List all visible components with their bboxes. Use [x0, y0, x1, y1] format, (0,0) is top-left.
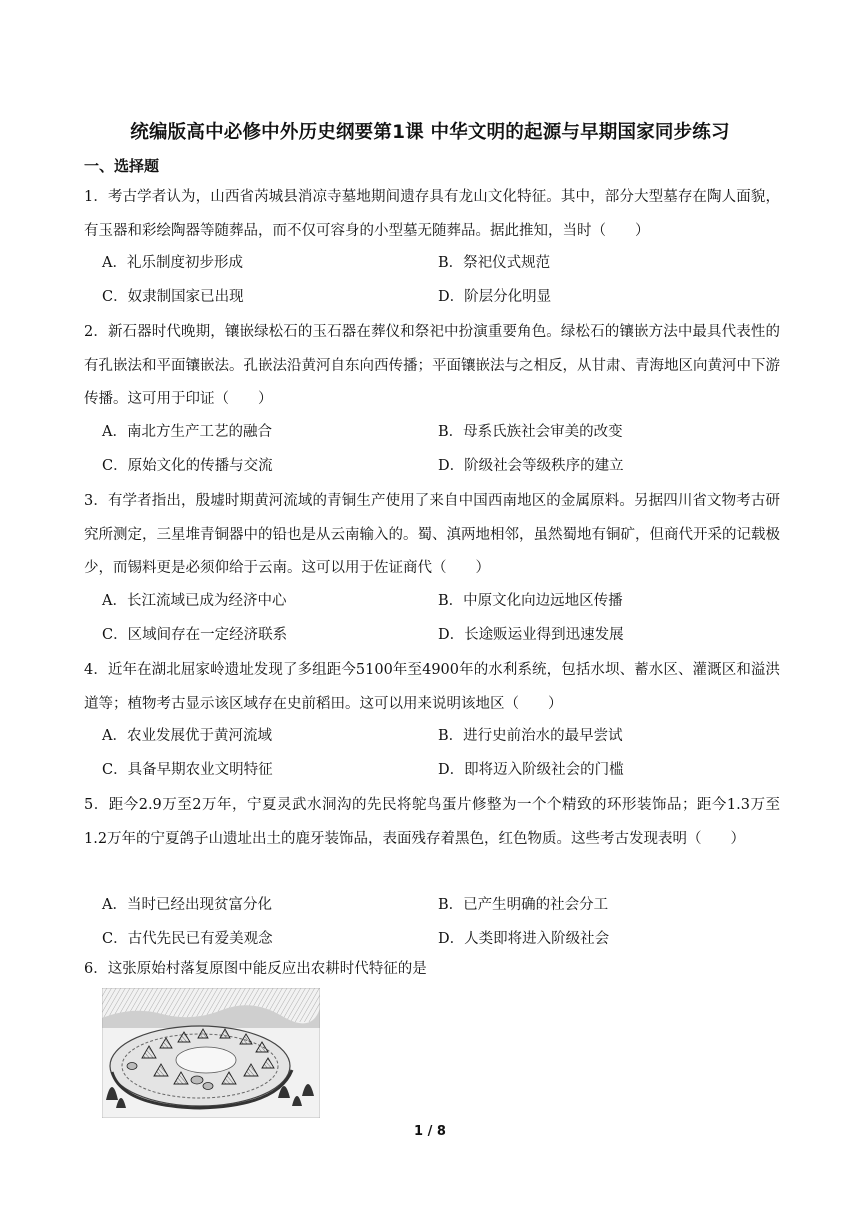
section-heading: 一、选择题: [84, 157, 160, 175]
question-stem: 2．新石器时代晚期，镶嵌绿松石的玉石器在葬仪和祭祀中扮演重要角色。绿松石的镶嵌方法中最具代表性的有孔嵌法和平面镶嵌法。孔嵌法沿黄河自东向西传播；平面镶嵌法与之相反，从甘肃、青海地区向黄河中下游传播。这可用于印证（ ）: [84, 324, 780, 408]
question-stem: 3．有学者指出，殷墟时期黄河流域的青铜生产使用了来自中国西南地区的金属原料。另据四川省文物考古研究所测定，三星堆青铜器中的铅也是从云南输入的。蜀、滇两地相邻，虽然蜀地有铜矿，但商代开采的记载极少，而锡料更是必须仰给于云南。这可以用于佐证商代（ ）: [84, 493, 780, 577]
village-reconstruction-picture: [102, 988, 320, 1118]
option-a[interactable]: A．农业发展优于黄河流域: [102, 728, 272, 744]
option-c[interactable]: C．具备早期农业文明特征: [102, 762, 273, 778]
option-c[interactable]: C．古代先民已有爱美观念: [102, 931, 273, 947]
option-b[interactable]: B．进行史前治水的最早尝试: [438, 728, 623, 744]
option-d[interactable]: D．阶层分化明显: [438, 289, 552, 305]
question-stem: 5．距今2.9万至2万年，宁夏灵武水洞沟的先民将鸵鸟蛋片修整为一个个精致的环形装饰品；距今1.3万至1.2万年的宁夏鸽子山遗址出土的鹿牙装饰品，表面残存着黑色，红色物质。这些考古发现表明（ ）: [84, 797, 780, 847]
option-b[interactable]: B．祭祀仪式规范: [438, 255, 551, 271]
question-3: [84, 485, 780, 586]
option-c[interactable]: C．原始文化的传播与交流: [102, 458, 273, 474]
page-number: 1 / 8: [414, 1124, 446, 1139]
option-d[interactable]: D．阶级社会等级秩序的建立: [438, 458, 624, 474]
option-c[interactable]: C．奴隶制国家已出现: [102, 289, 244, 305]
option-a[interactable]: A．南北方生产工艺的融合: [102, 424, 272, 440]
option-a[interactable]: A．礼乐制度初步形成: [102, 255, 243, 271]
option-a[interactable]: A．当时已经出现贫富分化: [102, 897, 272, 913]
document-title: 统编版高中必修中外历史纲要第1课 中华文明的起源与早期国家同步练习: [130, 122, 730, 143]
question-5: [84, 789, 780, 856]
question-2: [84, 316, 780, 417]
option-d[interactable]: D．长途贩运业得到迅速发展: [438, 627, 624, 643]
question-stem: 1．考古学者认为，山西省芮城县消凉寺墓地期间遗存具有龙山文化特征。其中，部分大型墓存在陶人面貌，有玉器和彩绘陶器等随葬品，而不仅可容身的小型墓无随葬品。据此推知，当时（ ）: [84, 189, 780, 239]
question-1: [84, 181, 780, 248]
option-d[interactable]: D．即将迈入阶级社会的门槛: [438, 762, 624, 778]
option-a[interactable]: A．长江流域已成为经济中心: [102, 593, 287, 609]
option-c[interactable]: C．区域间存在一定经济联系: [102, 627, 288, 643]
option-d[interactable]: D．人类即将进入阶级社会: [438, 931, 610, 947]
question-6: [84, 953, 780, 987]
option-b[interactable]: B．中原文化向边远地区传播: [438, 593, 623, 609]
question-4: [84, 654, 780, 721]
question-stem: 4．近年在湖北屈家岭遗址发现了多组距今5100年至4900年的水利系统，包括水坝、蓄水区、灌溉区和溢洪道等；植物考古显示该区域存在史前稻田。这可以用来说明该地区（ ）: [84, 662, 780, 712]
question-stem: 6．这张原始村落复原图中能反应出农耕时代特征的是: [84, 961, 427, 977]
option-b[interactable]: B．母系氏族社会审美的改变: [438, 424, 623, 440]
option-b[interactable]: B．已产生明确的社会分工: [438, 897, 609, 913]
